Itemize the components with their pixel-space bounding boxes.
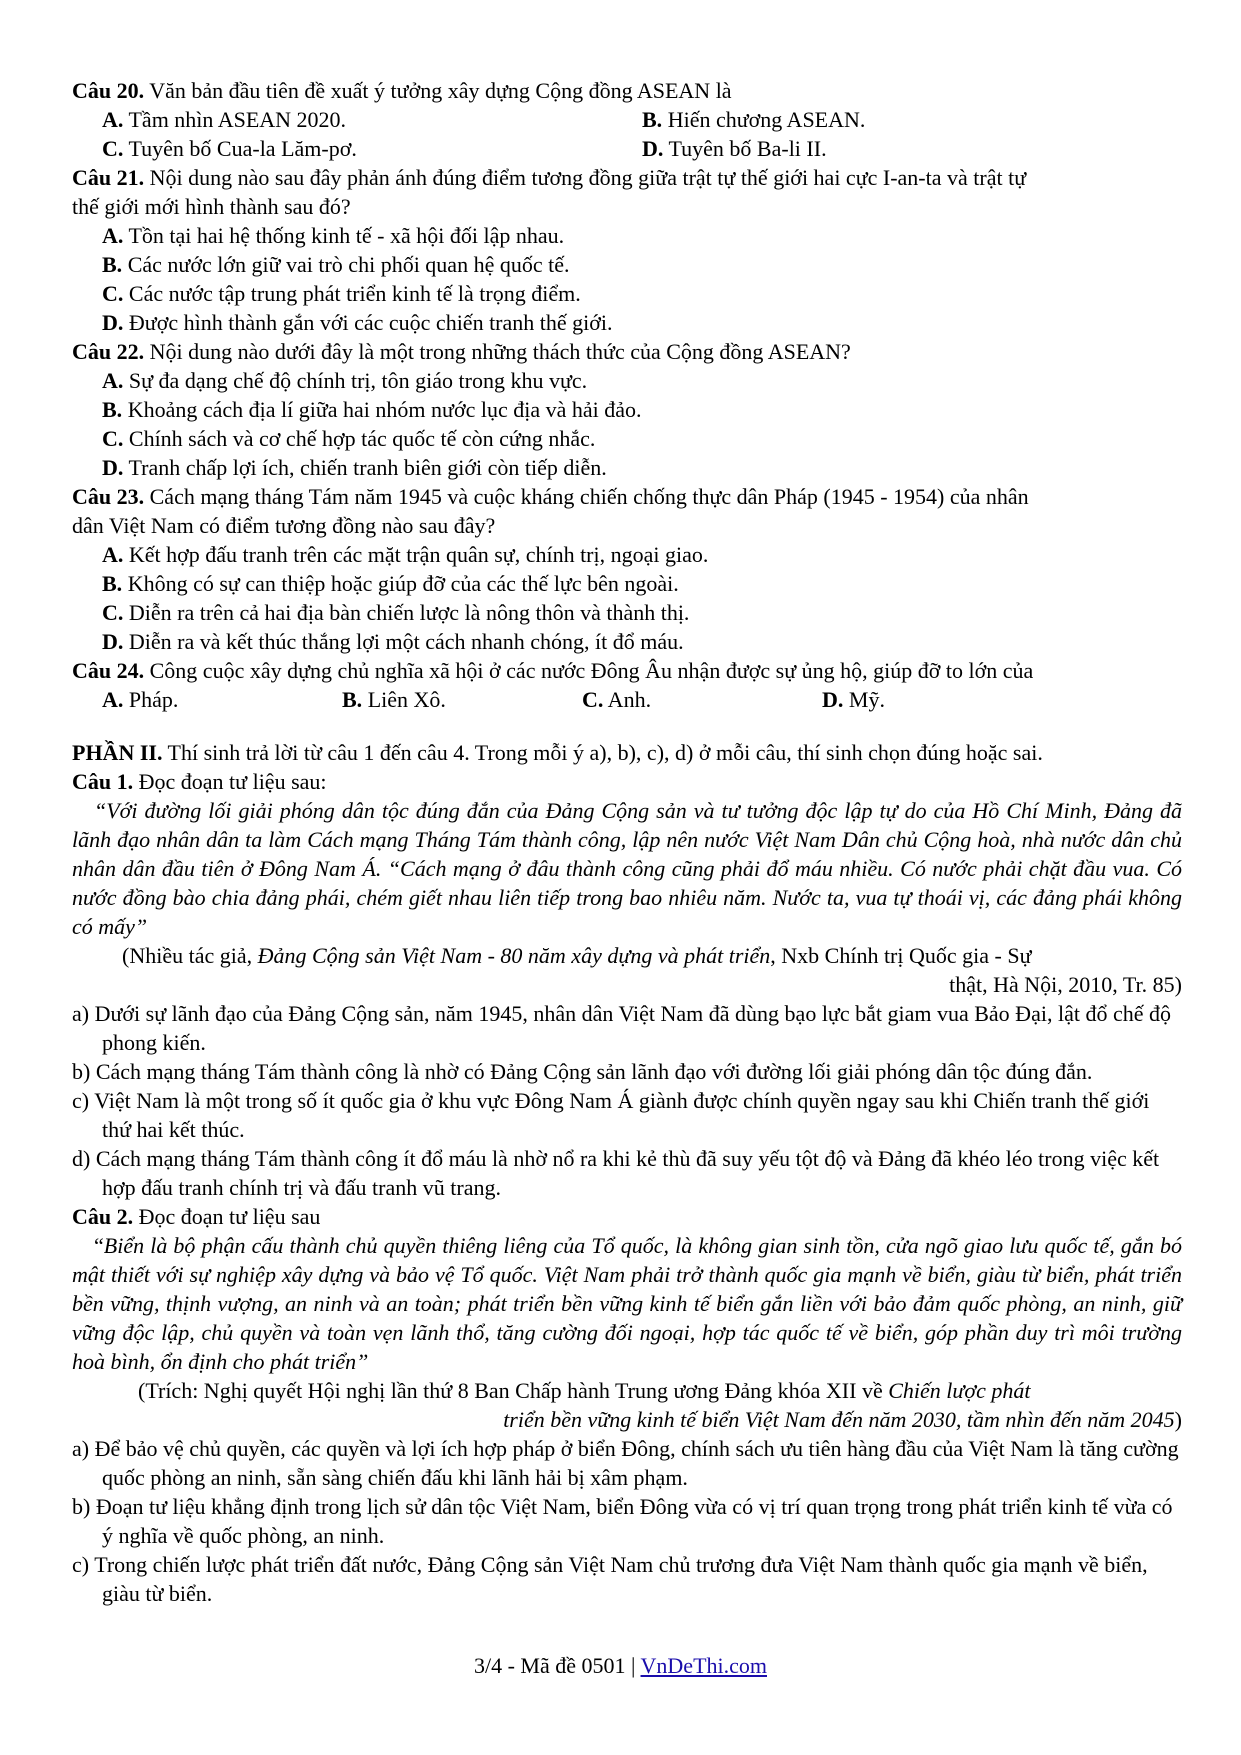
option-c: C. Tuyên bố Cua-la Lăm-pơ. (102, 136, 357, 161)
option-b: B. Hiến chương ASEAN. (642, 107, 866, 132)
statement-c: c) Việt Nam là một trong số ít quốc gia ở khu vực Đông Nam Á giành được chính quyền ngay sau khi Chiến tranh thế giới thứ hai kết thúc. (72, 1088, 1150, 1142)
source-citation-cont: triển bền vững kinh tế biển Việt Nam đến năm 2030, tầm nhìn đến năm 2045) (503, 1407, 1182, 1432)
part-label: PHẦN II. (72, 740, 163, 765)
question-number: Câu 23. (72, 484, 145, 509)
option-b: B. Không có sự can thiệp hoặc giúp đỡ của các thế lực bên ngoài. (102, 571, 679, 596)
question-number: Câu 24. (72, 658, 145, 683)
source-citation-cont: thật, Hà Nội, 2010, Tr. 85) (949, 972, 1182, 997)
option-d: D. Được hình thành gắn với các cuộc chiến tranh thế giới. (102, 310, 613, 335)
question-text: Văn bản đầu tiên đề xuất ý tưởng xây dựng Cộng đồng ASEAN là (144, 78, 732, 103)
question-text: Đọc đoạn tư liệu sau (133, 1204, 321, 1229)
part-2-heading (72, 738, 1182, 767)
statement-b: b) Cách mạng tháng Tám thành công là nhờ có Đảng Cộng sản lãnh đạo với đường lối giải phóng dân tộc đúng đắn. (72, 1059, 1093, 1084)
option-b: B. Liên Xô. (342, 687, 446, 712)
option-a: A. Sự đa dạng chế độ chính trị, tôn giáo trong khu vực. (102, 368, 588, 393)
option-c: C. Diễn ra trên cả hai địa bàn chiến lược là nông thôn và thành thị. (102, 600, 690, 625)
source-citation: (Nhiều tác giả, Đảng Cộng sản Việt Nam - 80 năm xây dựng và phát triển, Nxb Chính trị Quốc gia - Sự (122, 943, 1032, 968)
option-d: D. Tuyên bố Ba-li II. (642, 136, 827, 161)
option-c: C. Chính sách và cơ chế hợp tác quốc tế còn cứng nhắc. (102, 426, 596, 451)
options-row (72, 134, 1182, 163)
source-quote: “Biển là bộ phận cấu thành chủ quyền thiêng liêng của Tổ quốc, là không gian sinh tồn, cửa ngõ giao lưu quốc tế, gắn bó mật thiết với sự nghiệp xây dựng và bảo vệ Tổ quốc. Việt Nam phải trở thành quốc gia mạnh về biển, giàu từ biển, phát triển bền vững, thịnh vượng, an ninh và an toàn; phát triển bền vững kinh tế biển gắn liền với bảo đảm quốc phòng, an ninh, giữ vững độc lập, chủ quyền và toàn vẹn lãnh thổ, tăng cường đối ngoại, hợp tác quốc tế về biển, góp phần duy trì môi trường hoà bình, ổn định cho phát triển” (72, 1233, 1182, 1374)
option-a: A. Tồn tại hai hệ thống kinh tế - xã hội đối lập nhau. (102, 223, 565, 248)
question-text: Đọc đoạn tư liệu sau: (133, 769, 327, 794)
footer-text: 3/4 - Mã đề 0501 | (473, 1653, 641, 1678)
question-number: Câu 1. (72, 769, 134, 794)
part-instructions: Thí sinh trả lời từ câu 1 đến câu 4. Trong mỗi ý a), b), c), d) ở mỗi câu, thí sinh chọn đúng hoặc sai. (162, 740, 1043, 765)
section-gap (72, 714, 1182, 738)
option-a: A. Kết hợp đấu tranh trên các mặt trận quân sự, chính trị, ngoại giao. (102, 542, 709, 567)
page-footer (0, 1653, 1241, 1679)
question-number: Câu 22. (72, 339, 145, 364)
part2-question-2 (72, 1202, 1182, 1231)
option-b: B. Khoảng cách địa lí giữa hai nhóm nước lục địa và hải đảo. (102, 397, 642, 422)
question-text: Nội dung nào sau đây phản ánh đúng điểm tương đồng giữa trật tự thế giới hai cực I-an-ta và trật tự (144, 165, 1027, 190)
option-d: D. Mỹ. (822, 687, 885, 712)
option-b: B. Các nước lớn giữ vai trò chi phối quan hệ quốc tế. (102, 252, 570, 277)
question-20 (72, 76, 1182, 105)
option-d: D. Tranh chấp lợi ích, chiến tranh biên giới còn tiếp diễn. (102, 455, 607, 480)
part2-question-1 (72, 767, 1182, 796)
question-text: Nội dung nào dưới đây là một trong những thách thức của Cộng đồng ASEAN? (144, 339, 851, 364)
question-24 (72, 656, 1182, 685)
statement-c: c) Trong chiến lược phát triển đất nước, Đảng Cộng sản Việt Nam chủ trương đưa Việt Nam thành quốc gia mạnh về biển, giàu từ biển. (72, 1552, 1148, 1606)
question-22 (72, 337, 1182, 366)
options-row (72, 685, 1182, 714)
statement-a: a) Để bảo vệ chủ quyền, các quyền và lợi ích hợp pháp ở biển Đông, chính sách ưu tiên hàng đầu của Việt Nam là tăng cường quốc phòng an ninh, sẵn sàng chiến đấu khi lãnh hải bị xâm phạm. (72, 1436, 1179, 1490)
source-quote: “Với đường lối giải phóng dân tộc đúng đắn của Đảng Cộng sản và tư tưởng độc lập tự do của Hồ Chí Minh, Đảng đã lãnh đạo nhân dân ta làm Cách mạng Tháng Tám thành công, lập nên nước Việt Nam Dân chủ Cộng hoà, nhà nước dân chủ nhân dân đầu tiên ở Đông Nam Á. “Cách mạng ở đâu thành công cũng phải đổ máu nhiều. Có nước phải chặt đầu vua. Có nước đồng bào chia đảng phái, chém giết nhau liên tiếp trong bao nhiêu năm. Nước ta, vua tự thoái vị, các đảng phái không có mấy” (72, 798, 1182, 939)
options-row (72, 105, 1182, 134)
option-a: A. Tầm nhìn ASEAN 2020. (102, 107, 347, 132)
source-citation: (Trích: Nghị quyết Hội nghị lần thứ 8 Ban Chấp hành Trung ương Đảng khóa XII về Chiến lược phát (138, 1378, 1031, 1403)
statement-b: b) Đoạn tư liệu khẳng định trong lịch sử dân tộc Việt Nam, biển Đông vừa có vị trí quan trọng trong phát triển kinh tế vừa có ý nghĩa về quốc phòng, an ninh. (72, 1494, 1173, 1548)
question-text-cont: thế giới mới hình thành sau đó? (72, 194, 351, 219)
option-c: C. Anh. (582, 687, 652, 712)
option-d: D. Diễn ra và kết thúc thắng lợi một cách nhanh chóng, ít đổ máu. (102, 629, 684, 654)
exam-page (72, 76, 1182, 1608)
statement-a: a) Dưới sự lãnh đạo của Đảng Cộng sản, năm 1945, nhân dân Việt Nam đã dùng bạo lực bắt giam vua Bảo Đại, lật đổ chế độ phong kiến. (72, 1001, 1171, 1055)
question-text: Công cuộc xây dựng chủ nghĩa xã hội ở các nước Đông Âu nhận được sự ủng hộ, giúp đỡ to lớn của (144, 658, 1034, 683)
option-a: A. Pháp. (102, 687, 179, 712)
question-text-cont: dân Việt Nam có điểm tương đồng nào sau đây? (72, 513, 496, 538)
question-21 (72, 163, 1182, 192)
question-number: Câu 21. (72, 165, 145, 190)
statement-d: d) Cách mạng tháng Tám thành công ít đổ máu là nhờ nổ ra khi kẻ thù đã suy yếu tột độ và Đảng đã khéo léo trong việc kết hợp đấu tranh chính trị và đấu tranh vũ trang. (72, 1146, 1160, 1200)
question-number: Câu 2. (72, 1204, 134, 1229)
question-text: Cách mạng tháng Tám năm 1945 và cuộc kháng chiến chống thực dân Pháp (1945 - 1954) của nhân (144, 484, 1029, 509)
question-number: Câu 20. (72, 78, 145, 103)
option-c: C. Các nước tập trung phát triển kinh tế là trọng điểm. (102, 281, 581, 306)
question-23 (72, 482, 1182, 511)
footer-link[interactable]: VnDeThi.com (640, 1653, 767, 1678)
